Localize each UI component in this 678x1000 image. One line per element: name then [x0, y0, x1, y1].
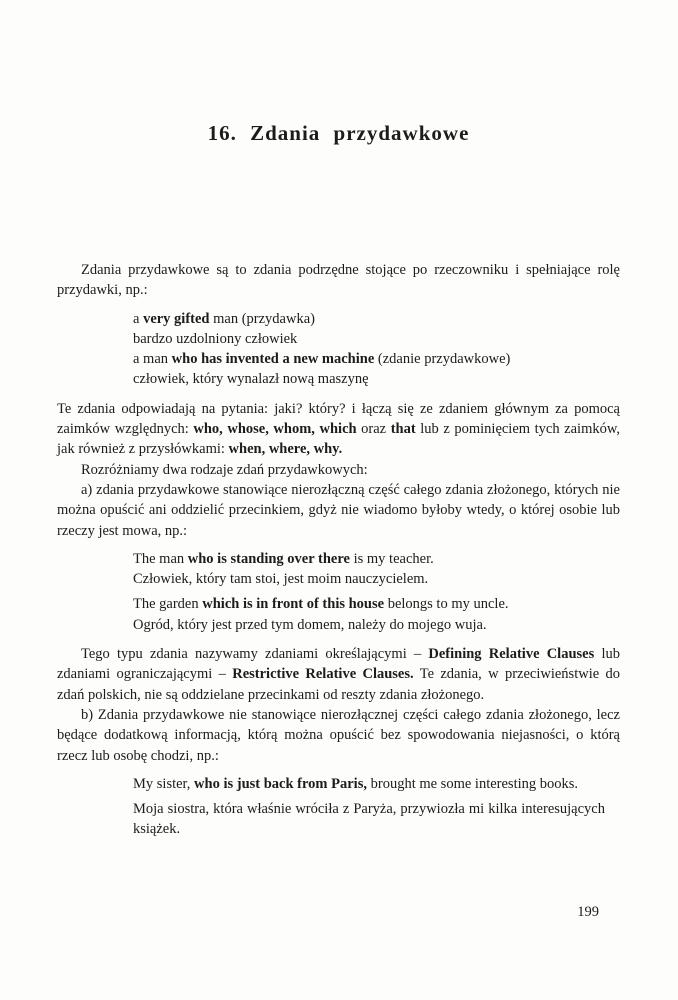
example-line-pl: Człowiek, który tam stoi, jest moim nauczycielem. [133, 571, 429, 588]
example-pair [133, 774, 620, 794]
page-body [57, 260, 620, 840]
example-pair [133, 594, 620, 635]
example-block-3 [133, 774, 620, 840]
example-line-en: The man who is standing over there is my teacher. [133, 550, 434, 567]
example-line-en: a very gifted man (przydawka) [133, 310, 315, 327]
example-line-en: a man who has invented a new machine (zdanie przydawkowe) [133, 351, 511, 368]
chapter-title: 16. Zdania przydawkowe [207, 121, 470, 145]
paragraph-defining: Tego typu zdania nazywamy zdaniami określającymi – Defining Relative Clauses lub zdaniami ograniczającymi – Restrictive Relative Clauses. Te zdania, w przeciwieństwie do zdań polskich, nie są oddzielane przecinkami od reszty zdania złożonego. [57, 646, 621, 703]
example-line-en: My sister, who is just back from Paris, brought me some interesting books. [133, 775, 579, 792]
paragraph-type-a: a) zdania przydawkowe stanowiące nierozłączną część całego zdania złożonego, których nie można opuścić ani oddzielić przecinkiem, gdyż nie wiadomo byłoby wtedy, o której osobie lub rzeczy jest mowa, np.: [57, 481, 620, 539]
paragraph-type-b: b) Zdania przydawkowe nie stanowiące nierozłącznej części całego zdania złożonego, lecz będące dodatkową informacją, którą można opuścić bez spowodowania niejasności, o którą rzecz lub osobę chodzi, np.: [57, 706, 620, 764]
example-block-1 [133, 309, 620, 390]
example-line-pl: bardzo uzdolniony człowiek [133, 330, 298, 347]
paragraph-two-types: Rozróżniamy dwa rodzaje zdań przydawkowych: [81, 461, 368, 478]
example-line-pl: Moja siostra, która właśnie wróciła z Paryża, przywiozła mi kilka interesujących książek. [133, 801, 605, 838]
paragraph-questions: Te zdania odpowiadają na pytania: jaki? który? i łączą się ze zdaniem głównym za pomocą zaimków względnych: who, whose, whom, which oraz that lub z pominięciem tych zaimków, jak również z przysłówkami: when, where, why. [57, 400, 620, 458]
paragraph-intro: Zdania przydawkowe są to zdania podrzędne stojące po rzeczowniku i spełniające rolę przydawki, np.: [57, 262, 620, 299]
page-number: 199 [577, 903, 599, 920]
example-line-en: The garden which is in front of this house belongs to my uncle. [133, 596, 509, 613]
example-block-2 [133, 549, 620, 635]
example-pair [133, 799, 620, 840]
example-line-pl: człowiek, który wynalazł nową maszynę [133, 371, 369, 388]
example-line-pl: Ogród, który jest przed tym domem, należy do mojego wuja. [133, 616, 487, 633]
example-pair [133, 549, 620, 590]
